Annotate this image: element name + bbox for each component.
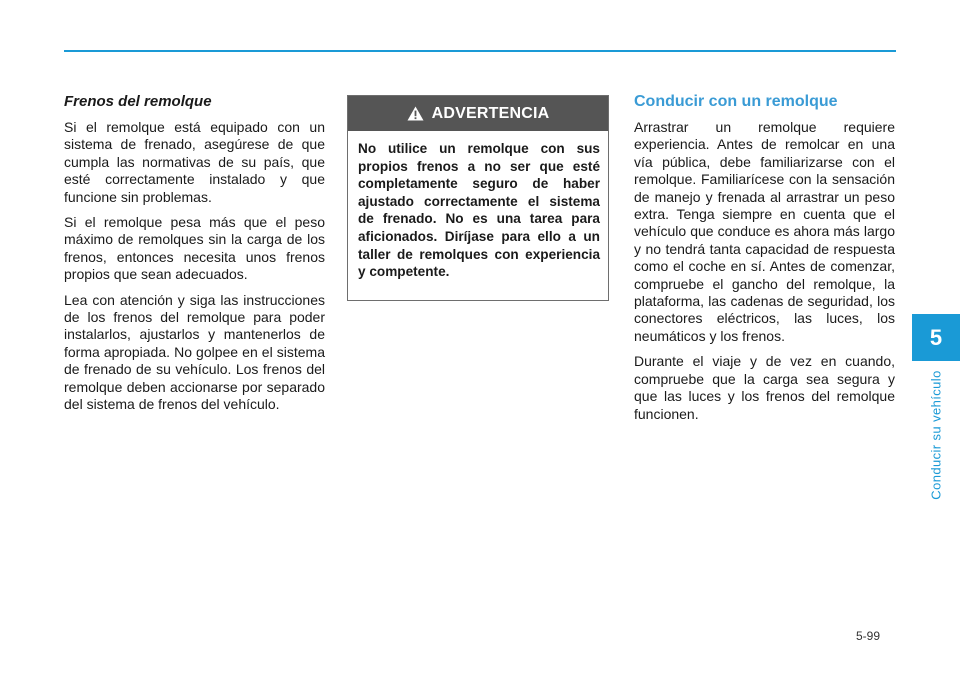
chapter-label: Conducir su vehículo: [928, 370, 944, 500]
warning-text: No utilice un remolque con sus propios frenos a no ser que esté completamente seguro de haber ajustado correctamente el sistema de frenado. No es una tarea para aficionados. Diríjase para ello a un taller de remolques con experiencia y competente.: [358, 141, 600, 280]
paragraph: Durante el viaje y de vez en cuando, compruebe que la carga sea segura y que las luces y los frenos del remolque funcionen.: [634, 353, 895, 422]
paragraph: Arrastrar un remolque requiere experiencia. Antes de remolcar en una vía pública, debe familiarizarse con el remolque. Familiarícese con la sensación de manejo y frenada al arrastrar un peso extra. Tenga siempre en cuenta que el vehículo que conduce es ahora más largo y no tendrá tanta capacidad de respuesta como el coche en sí. Antes de comenzar, compruebe el gancho del remolque, la plataforma, las cadenas de seguridad, los conectores eléctricos, las luces, los neumáticos y los frenos.: [634, 119, 895, 344]
section-heading-towing: Conducir con un remolque: [634, 93, 838, 110]
left-column: [64, 92, 325, 422]
page-number: 5-99: [856, 629, 881, 643]
header-rule: [64, 50, 896, 52]
right-column: [634, 92, 895, 431]
warning-box: [347, 95, 609, 301]
paragraph: Lea con atención y siga las instrucciones de los frenos del remolque para poder instalarlos, ajustarlos y mantenerlos de forma apropiada. No golpee en el sistema de frenado de su vehículo. Los frenos del remolque deben accionarse por separado del sistema de frenos del vehículo.: [64, 291, 325, 413]
paragraph: Si el remolque está equipado con un sistema de frenado, asegúrese de que cumpla las normativas de su país, que esté correctamente instalado y que funcione sin problemas.: [64, 119, 325, 205]
warning-triangle-icon: [407, 106, 424, 121]
chapter-tab: 5: [912, 314, 960, 361]
warning-header: [348, 96, 608, 131]
section-heading-trailer-brakes: Frenos del remolque: [64, 93, 212, 110]
paragraph: Si el remolque pesa más que el peso máximo de remolques sin la carga de los frenos, entonces necesita unos frenos propios que sean adecuados.: [64, 214, 325, 283]
warning-title: ADVERTENCIA: [431, 104, 550, 122]
